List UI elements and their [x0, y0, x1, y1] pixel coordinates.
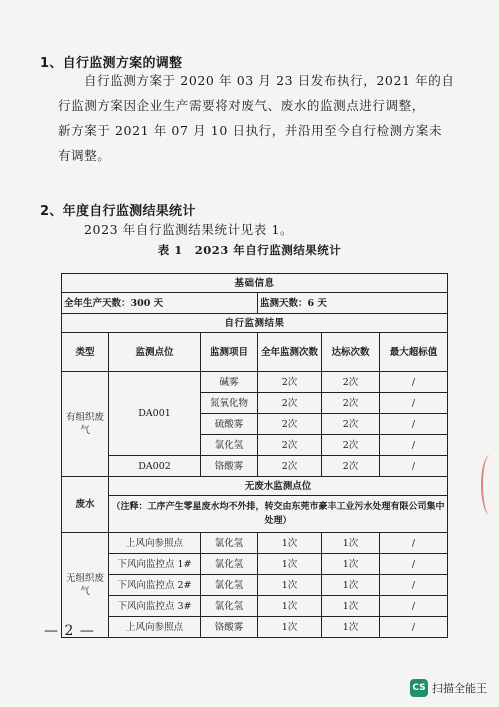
item-cell: 氮氧化物: [201, 393, 258, 414]
point-cell: 下风向监控点 1#: [109, 554, 201, 575]
point-cell: 下风向监控点 3#: [109, 596, 201, 617]
total-cell: 2次: [258, 435, 322, 456]
scanner-logo: [410, 679, 487, 697]
scanner-logo-text: 扫描全能王: [432, 682, 487, 695]
table-row: [62, 554, 448, 575]
header-point: 监测点位: [109, 333, 201, 372]
table-caption: 表 1 2023 年自行监测结果统计: [157, 243, 342, 257]
table-row: [62, 372, 448, 393]
max-cell: /: [380, 393, 448, 414]
production-days: 全年生产天数：300 天: [62, 293, 258, 314]
item-cell: 氯化氢: [201, 596, 258, 617]
section1-line-4: 有调整。: [58, 148, 111, 163]
total-cell: 2次: [258, 393, 322, 414]
red-stamp-edge: [481, 455, 499, 515]
results-title: 自行监测结果: [62, 314, 448, 333]
table-row: [62, 533, 448, 554]
pass-cell: 2次: [322, 435, 380, 456]
header-type: 类型: [62, 333, 109, 372]
table-row: [62, 293, 448, 314]
item-cell: 氯化氢: [201, 575, 258, 596]
table-row: [62, 596, 448, 617]
total-cell: 1次: [258, 596, 322, 617]
section2-intro: 2023 年自行监测结果统计见表 1。: [84, 222, 294, 237]
table-row: [62, 617, 448, 638]
item-cell: 碱雾: [201, 372, 258, 393]
total-cell: 2次: [258, 414, 322, 435]
total-cell: 2次: [258, 456, 322, 477]
item-cell: 氯化氢: [201, 435, 258, 456]
type-organized: 有组织废气: [62, 372, 109, 477]
total-cell: 1次: [258, 617, 322, 638]
total-cell: 1次: [258, 533, 322, 554]
page-number: — 2 —: [44, 623, 95, 639]
table-row: [62, 274, 448, 293]
table-row: [62, 477, 448, 496]
basic-info-title: 基础信息: [62, 274, 448, 293]
item-cell: 硫酸雾: [201, 414, 258, 435]
table-row: [62, 575, 448, 596]
point-cell: 上风向参照点: [109, 533, 201, 554]
max-cell: /: [380, 596, 448, 617]
header-total: 全年监测次数: [258, 333, 322, 372]
max-cell: /: [380, 617, 448, 638]
header-max: 最大超标值: [380, 333, 448, 372]
max-cell: /: [380, 554, 448, 575]
wastewater-note: （注释：工序产生零星废水均不外排，转交由东莞市豪丰工业污水处理有限公司集中处理）: [109, 496, 448, 533]
section1-heading: 1、自行监测方案的调整: [40, 56, 183, 71]
max-cell: /: [380, 414, 448, 435]
item-cell: 氯化氢: [201, 533, 258, 554]
max-cell: /: [380, 435, 448, 456]
header-item: 监测项目: [201, 333, 258, 372]
header-pass: 达标次数: [322, 333, 380, 372]
section1-line-3: 新方案于 2021 年 07 月 10 日执行，并沿用至今自行检测方案未: [58, 123, 443, 138]
max-cell: /: [380, 575, 448, 596]
pass-cell: 2次: [322, 414, 380, 435]
section1-line-1: 自行监测方案于 2020 年 03 月 23 日发布执行，2021 年的自: [84, 73, 455, 88]
type-unorganized: 无组织废气: [62, 533, 109, 638]
pass-cell: 2次: [322, 456, 380, 477]
section2-heading: 2、年度自行监测结果统计: [40, 204, 196, 219]
table-row: [62, 496, 448, 533]
wastewater-line1: 无废水监测点位: [109, 477, 448, 496]
point-da001: DA001: [109, 372, 201, 456]
monitoring-days: 监测天数：6 天: [258, 293, 448, 314]
monitoring-results-table: [61, 273, 448, 638]
pass-cell: 1次: [322, 533, 380, 554]
point-cell: 上风向参照点: [109, 617, 201, 638]
item-cell: 铬酸雾: [201, 617, 258, 638]
item-cell: 氯化氢: [201, 554, 258, 575]
point-cell: 下风向监控点 2#: [109, 575, 201, 596]
max-cell: /: [380, 533, 448, 554]
total-cell: 1次: [258, 554, 322, 575]
type-wastewater: 废水: [62, 477, 109, 533]
pass-cell: 1次: [322, 617, 380, 638]
pass-cell: 1次: [322, 596, 380, 617]
item-cell: 铬酸雾: [201, 456, 258, 477]
max-cell: /: [380, 456, 448, 477]
pass-cell: 1次: [322, 554, 380, 575]
pass-cell: 2次: [322, 393, 380, 414]
point-da002: DA002: [109, 456, 201, 477]
total-cell: 1次: [258, 575, 322, 596]
table-header-row: [62, 333, 448, 372]
table-row: [62, 456, 448, 477]
pass-cell: 1次: [322, 575, 380, 596]
table-row: [62, 314, 448, 333]
pass-cell: 2次: [322, 372, 380, 393]
cs-logo-icon: CS: [410, 679, 428, 697]
total-cell: 2次: [258, 372, 322, 393]
max-cell: /: [380, 372, 448, 393]
section1-line-2: 行监测方案因企业生产需要将对废气、废水的监测点进行调整，: [58, 98, 425, 113]
